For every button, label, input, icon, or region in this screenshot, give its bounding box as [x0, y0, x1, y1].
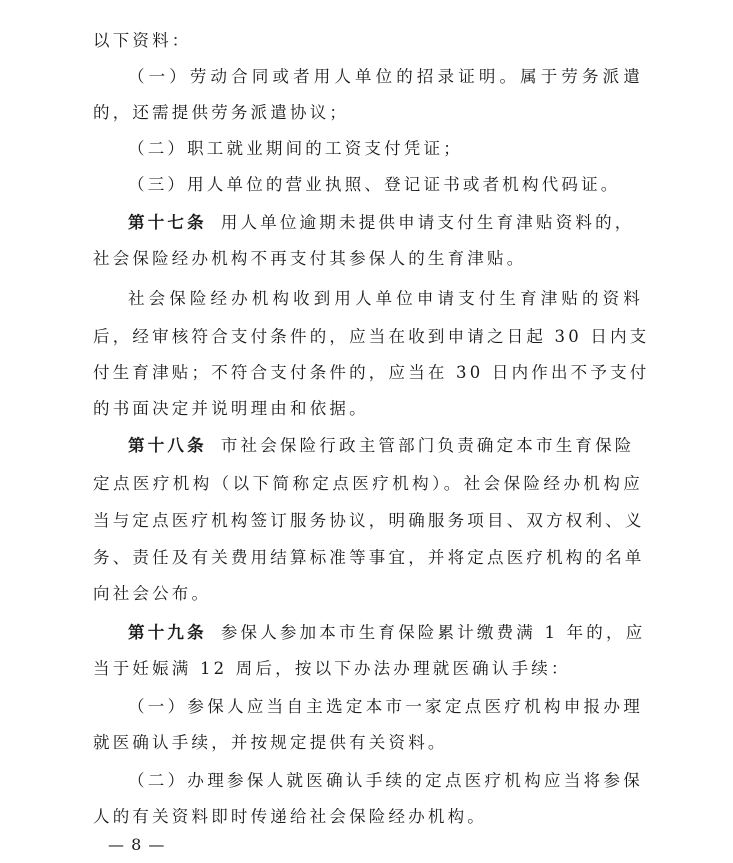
text-line: 以下资料：: [93, 31, 192, 50]
article-heading: 第十九条: [128, 623, 207, 642]
article-heading: 第十八条: [128, 436, 207, 455]
article-text: 市社会保险行政主管部门负责确定本市生育保险: [220, 436, 635, 455]
article-heading: 第十七条: [128, 213, 207, 232]
text-line: 后，经审核符合支付条件的，应当在收到申请之日起 30 日内支: [93, 327, 650, 346]
text-line: 付生育津贴；不符合支付条件的，应当在 30 日内作出不予支付: [93, 363, 650, 382]
text-line: 的，还需提供劳务派遣协议；: [93, 103, 350, 122]
text-line: （二）办理参保人就医确认手续的定点医疗机构应当将参保: [128, 771, 643, 790]
text-line: 的书面决定并说明理由和依据。: [93, 399, 369, 418]
text-line: [128, 428, 643, 464]
text-line: 社会保险经办机构不再支付其参保人的生育津贴。: [93, 249, 527, 268]
text-line: （一）参保人应当自主选定本市一家定点医疗机构申报办理: [128, 697, 643, 716]
text-line: 务、责任及有关费用结算标准等事宜，并将定点医疗机构的名单: [93, 548, 645, 567]
text-line: 定点医疗机构（以下简称定点医疗机构）。社会保险经办机构应: [93, 474, 643, 493]
text-line: （一）劳动合同或者用人单位的招录证明。属于劳务派遣: [128, 67, 643, 86]
text-line: 就医确认手续，并按规定提供有关资料。: [93, 733, 448, 752]
text-line: 向社会公布。: [93, 584, 212, 603]
text-line: （三）用人单位的营业执照、登记证书或者机构代码证。: [128, 175, 621, 194]
text-line: [128, 205, 643, 241]
text-line: 人的有关资料即时传递给社会保险经办机构。: [93, 807, 487, 826]
article-text: 用人单位逾期未提供申请支付生育津贴资料的，: [220, 213, 635, 232]
text-line: （二）职工就业期间的工资支付凭证；: [128, 139, 463, 158]
page-number: — 8 —: [108, 835, 166, 854]
text-line: 当于妊娠满 12 周后，按以下办法办理就医确认手续：: [93, 659, 571, 678]
text-line: 当与定点医疗机构签订服务协议，明确服务项目、双方权利、义: [93, 511, 645, 530]
article-text: 参保人参加本市生育保险累计缴费满 1 年的，应: [220, 623, 646, 642]
text-line: [128, 615, 646, 651]
text-line: 社会保险经办机构收到用人单位申请支付生育津贴的资料: [128, 289, 643, 308]
